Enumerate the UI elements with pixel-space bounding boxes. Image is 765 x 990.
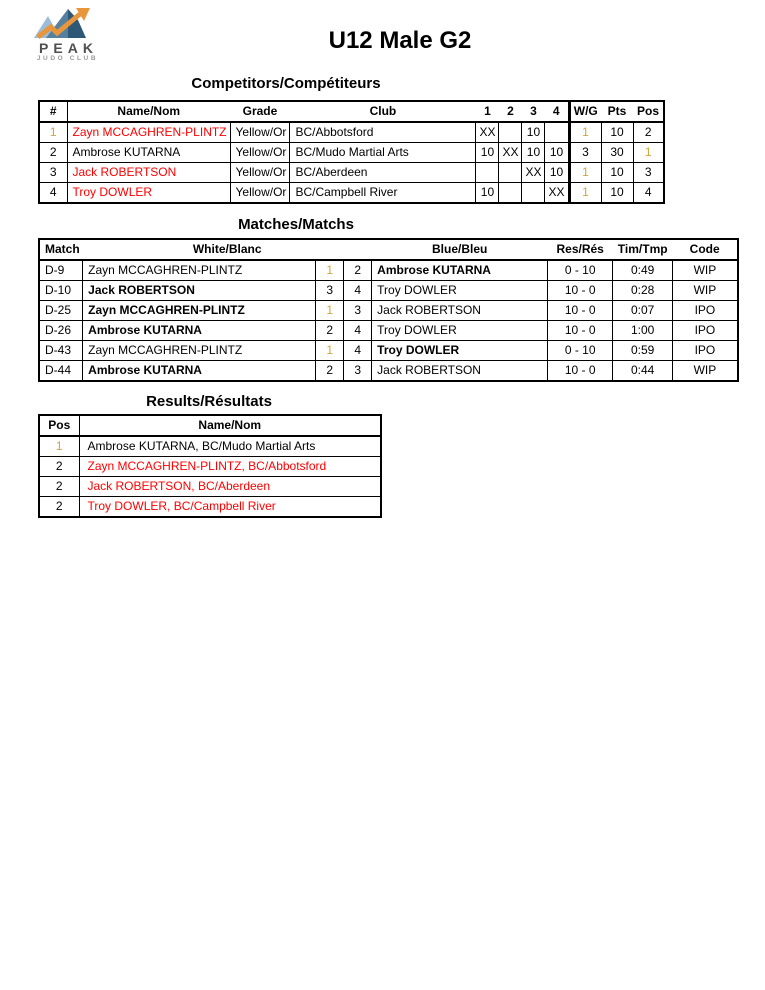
white-competitor: Ambrose KUTARNA — [83, 361, 316, 382]
match-row — [39, 260, 738, 281]
competitor-number: 1 — [39, 122, 67, 143]
result-name: Troy DOWLER, BC/Campbell River — [79, 497, 381, 518]
white-number: 1 — [316, 341, 344, 361]
score-round-4 — [545, 122, 569, 143]
results-heading: Results/Résultats — [146, 393, 272, 410]
result-position: 1 — [39, 436, 79, 457]
match-id: D-9 — [39, 260, 83, 281]
score-round-3: XX — [522, 163, 545, 183]
match-code: IPO — [673, 301, 738, 321]
competitor-grade: Yellow/Or — [230, 122, 290, 143]
competitor-club: BC/Aberdeen — [290, 163, 476, 183]
competitor-name: Ambrose KUTARNA — [67, 143, 230, 163]
position-cell: 1 — [633, 143, 664, 163]
match-time: 1:00 — [613, 321, 673, 341]
position-cell: 4 — [633, 183, 664, 204]
blue-competitor: Troy DOWLER — [372, 341, 548, 361]
white-competitor: Zayn MCCAGHREN-PLINTZ — [83, 301, 316, 321]
score-round-2 — [499, 183, 522, 204]
competitor-number: 2 — [39, 143, 67, 163]
result-name: Zayn MCCAGHREN-PLINTZ, BC/Abbotsford — [79, 457, 381, 477]
points-cell: 30 — [601, 143, 633, 163]
competitor-name: Troy DOWLER — [67, 183, 230, 204]
competitor-row — [39, 163, 664, 183]
match-time: 0:44 — [613, 361, 673, 382]
result-row — [39, 477, 381, 497]
score-round-4: 10 — [545, 143, 569, 163]
result-row — [39, 497, 381, 518]
result-name: Jack ROBERTSON, BC/Aberdeen — [79, 477, 381, 497]
white-number: 2 — [316, 361, 344, 382]
blue-number: 2 — [344, 260, 372, 281]
col-round-4: 4 — [545, 101, 569, 122]
score-round-1: XX — [476, 122, 499, 143]
score-round-2 — [499, 163, 522, 183]
blue-number: 4 — [344, 281, 372, 301]
competitor-number: 4 — [39, 183, 67, 204]
page-title: U12 Male G2 — [328, 27, 472, 54]
blue-number: 3 — [344, 361, 372, 382]
col-round-3: 3 — [522, 101, 545, 122]
match-row — [39, 341, 738, 361]
col-round-2: 2 — [499, 101, 522, 122]
score-round-3: 10 — [522, 122, 545, 143]
position-cell: 3 — [633, 163, 664, 183]
white-competitor: Zayn MCCAGHREN-PLINTZ — [83, 341, 316, 361]
points-cell: 10 — [601, 122, 633, 143]
match-code: WIP — [673, 361, 738, 382]
competitor-row — [39, 143, 664, 163]
col-wins: W/G — [569, 101, 601, 122]
match-time: 0:28 — [613, 281, 673, 301]
wins-cell: 1 — [569, 163, 601, 183]
col-name: Name/Nom — [79, 415, 381, 436]
white-number: 1 — [316, 260, 344, 281]
score-round-2: XX — [499, 143, 522, 163]
score-round-1: 10 — [476, 143, 499, 163]
logo-wordmark: PEAK — [39, 40, 98, 56]
wins-cell: 1 — [569, 183, 601, 204]
white-competitor: Jack ROBERTSON — [83, 281, 316, 301]
wins-cell: 1 — [569, 122, 601, 143]
blue-competitor: Jack ROBERTSON — [372, 301, 548, 321]
competitors-header-row — [39, 101, 664, 122]
blue-competitor: Jack ROBERTSON — [372, 361, 548, 382]
competitors-heading: Competitors/Compétiteurs — [191, 75, 381, 92]
competitors-table — [38, 100, 665, 204]
match-code: WIP — [673, 260, 738, 281]
col-position: Pos — [633, 101, 664, 122]
competitor-club: BC/Campbell River — [290, 183, 476, 204]
match-row — [39, 321, 738, 341]
white-competitor: Ambrose KUTARNA — [83, 321, 316, 341]
col-grade: Grade — [230, 101, 290, 122]
result-position: 2 — [39, 497, 79, 518]
competitor-row — [39, 122, 664, 143]
competitor-grade: Yellow/Or — [230, 183, 290, 204]
blue-number: 3 — [344, 301, 372, 321]
col-code: Code — [673, 239, 738, 260]
result-name: Ambrose KUTARNA, BC/Mudo Martial Arts — [79, 436, 381, 457]
matches-header-row — [39, 239, 738, 260]
match-time: 0:59 — [613, 341, 673, 361]
col-white: White/Blanc — [83, 239, 372, 260]
match-result: 10 - 0 — [548, 281, 613, 301]
col-blue: Blue/Bleu — [372, 239, 548, 260]
competitor-club: BC/Abbotsford — [290, 122, 476, 143]
white-number: 2 — [316, 321, 344, 341]
match-result: 10 - 0 — [548, 301, 613, 321]
blue-competitor: Ambrose KUTARNA — [372, 260, 548, 281]
score-round-3 — [522, 183, 545, 204]
score-round-4: 10 — [545, 163, 569, 183]
match-code: IPO — [673, 321, 738, 341]
blue-number: 4 — [344, 341, 372, 361]
competitor-name: Jack ROBERTSON — [67, 163, 230, 183]
logo-subtitle: JUDO CLUB — [36, 55, 99, 62]
match-id: D-25 — [39, 301, 83, 321]
blue-number: 4 — [344, 321, 372, 341]
matches-table — [38, 238, 739, 382]
col-position: Pos — [39, 415, 79, 436]
matches-heading: Matches/Matchs — [238, 216, 354, 233]
competitor-grade: Yellow/Or — [230, 163, 290, 183]
result-position: 2 — [39, 457, 79, 477]
match-code: WIP — [673, 281, 738, 301]
col-time: Tim/Tmp — [613, 239, 673, 260]
results-header-row — [39, 415, 381, 436]
match-id: D-26 — [39, 321, 83, 341]
white-number: 1 — [316, 301, 344, 321]
col-name: Name/Nom — [67, 101, 230, 122]
col-points: Pts — [601, 101, 633, 122]
blue-competitor: Troy DOWLER — [372, 281, 548, 301]
match-row — [39, 361, 738, 382]
match-id: D-43 — [39, 341, 83, 361]
col-club: Club — [290, 101, 476, 122]
results-table — [38, 414, 382, 518]
competitor-grade: Yellow/Or — [230, 143, 290, 163]
match-id: D-10 — [39, 281, 83, 301]
match-code: IPO — [673, 341, 738, 361]
match-time: 0:07 — [613, 301, 673, 321]
col-match: Match — [39, 239, 83, 260]
score-round-4: XX — [545, 183, 569, 204]
result-row — [39, 457, 381, 477]
blue-competitor: Troy DOWLER — [372, 321, 548, 341]
match-result: 10 - 0 — [548, 321, 613, 341]
match-result: 0 - 10 — [548, 341, 613, 361]
match-result: 10 - 0 — [548, 361, 613, 382]
white-number: 3 — [316, 281, 344, 301]
competitor-club: BC/Mudo Martial Arts — [290, 143, 476, 163]
col-number: # — [39, 101, 67, 122]
score-round-1: 10 — [476, 183, 499, 204]
match-row — [39, 281, 738, 301]
wins-cell: 3 — [569, 143, 601, 163]
col-round-1: 1 — [476, 101, 499, 122]
position-cell: 2 — [633, 122, 664, 143]
white-competitor: Zayn MCCAGHREN-PLINTZ — [83, 260, 316, 281]
match-row — [39, 301, 738, 321]
points-cell: 10 — [601, 183, 633, 204]
result-position: 2 — [39, 477, 79, 497]
match-result: 0 - 10 — [548, 260, 613, 281]
points-cell: 10 — [601, 163, 633, 183]
competitor-name: Zayn MCCAGHREN-PLINTZ — [67, 122, 230, 143]
competitor-number: 3 — [39, 163, 67, 183]
competitor-row — [39, 183, 664, 204]
col-result: Res/Rés — [548, 239, 613, 260]
result-row — [39, 436, 381, 457]
match-id: D-44 — [39, 361, 83, 382]
score-round-3: 10 — [522, 143, 545, 163]
score-round-2 — [499, 122, 522, 143]
score-round-1 — [476, 163, 499, 183]
match-time: 0:49 — [613, 260, 673, 281]
